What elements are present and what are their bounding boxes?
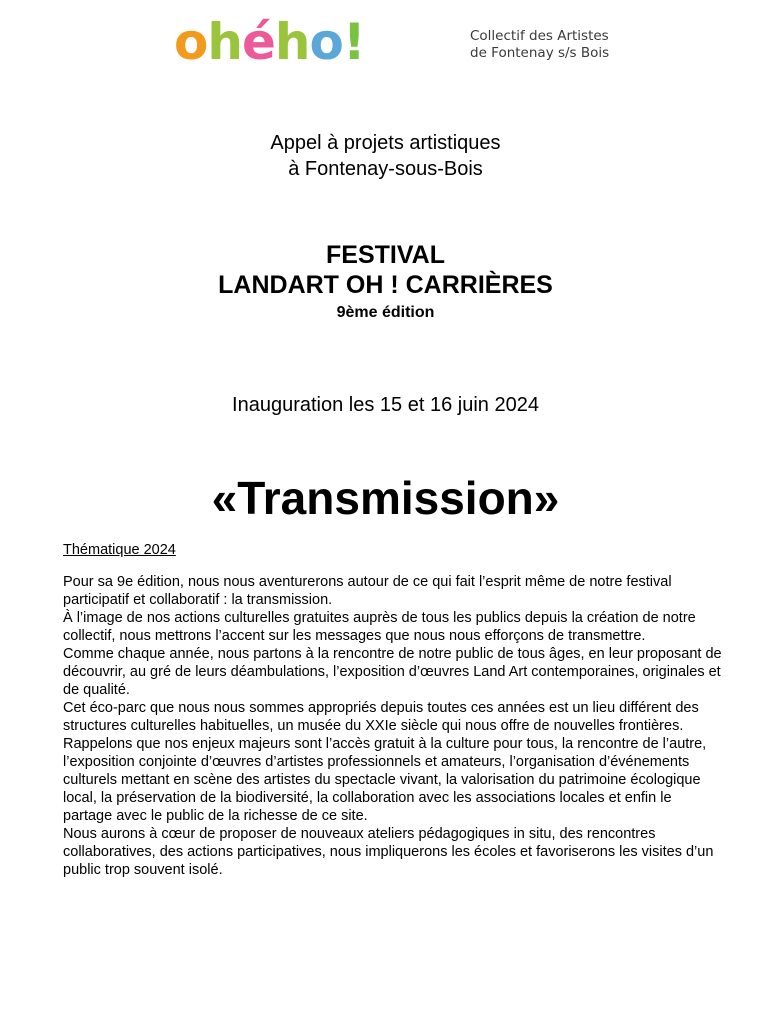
festival-title bbox=[0, 240, 771, 300]
logo-letter: o bbox=[309, 13, 343, 71]
logo bbox=[174, 10, 614, 70]
logo-letter: h bbox=[207, 13, 242, 71]
paragraph: À l’image de nos actions culturelles gratuites auprès de tous les publics depuis la création de notre collectif, nous mettrons l’accent sur les messages que nous nous efforçons de transmettre. bbox=[63, 610, 696, 644]
logo-letter: h bbox=[274, 13, 310, 71]
logo-letter: é bbox=[241, 13, 275, 71]
logo-wordmark bbox=[174, 14, 365, 70]
paragraph: Rappelons que nos enjeux majeurs sont l’accès gratuit à la culture pour tous, la rencontre de l’autre, l’exposition conjointe d’œuvres d’artistes professionnels et amateurs, l’organisation d’événements culturels mettant en scène des artistes du spectacle vivant, la valorisation du patrimoine écologique local, la préservation de la biodiversité, la collaboration avec les associations locales et enfin le partage avec le public de la richesse de ce site. bbox=[63, 736, 707, 824]
section-title: Thématique 2024 bbox=[63, 542, 176, 558]
theme-title: «Transmission» bbox=[211, 472, 560, 524]
paragraph: Pour sa 9e édition, nous nous aventurerons autour de ce qui fait l’esprit même de notre festival participatif et collaboratif : la transmission. bbox=[63, 574, 672, 608]
festival-line1: FESTIVAL bbox=[326, 241, 445, 269]
logo-letter: ! bbox=[342, 13, 365, 71]
body-text bbox=[63, 573, 723, 879]
logo-subtitle bbox=[470, 28, 609, 62]
paragraph: Cet éco-parc que nous nous sommes appropriés depuis toutes ces années est un lieu différent des structures culturelles habituelles, un musée du XXIe siècle qui nous offre de nouvelles frontières. bbox=[63, 700, 699, 734]
logo-subtitle-line2: de Fontenay s/s Bois bbox=[470, 45, 610, 61]
edition-label: 9ème édition bbox=[336, 304, 435, 321]
paragraph: Comme chaque année, nous partons à la rencontre de notre public de tous âges, en leur proposant de découvrir, au gré de leurs déambulations, l’exposition d’œuvres Land Art contemporaines, originales et de qualité. bbox=[63, 646, 722, 698]
call-for-projects bbox=[0, 130, 771, 182]
paragraph: Nous aurons à cœur de proposer de nouveaux ateliers pédagogiques in situ, des rencontres collaboratives, des actions participatives, nous impliquerons les écoles et favoriserons les visites d’un public trop souvent isolé. bbox=[63, 826, 714, 878]
call-line2: à Fontenay-sous-Bois bbox=[288, 158, 483, 180]
festival-line2: LANDART OH ! CARRIÈRES bbox=[218, 271, 553, 299]
logo-subtitle-line1: Collectif des Artistes bbox=[470, 28, 609, 44]
logo-letter: o bbox=[174, 13, 208, 71]
call-line1: Appel à projets artistiques bbox=[270, 132, 501, 154]
inauguration-dates: Inauguration les 15 et 16 juin 2024 bbox=[232, 394, 539, 416]
